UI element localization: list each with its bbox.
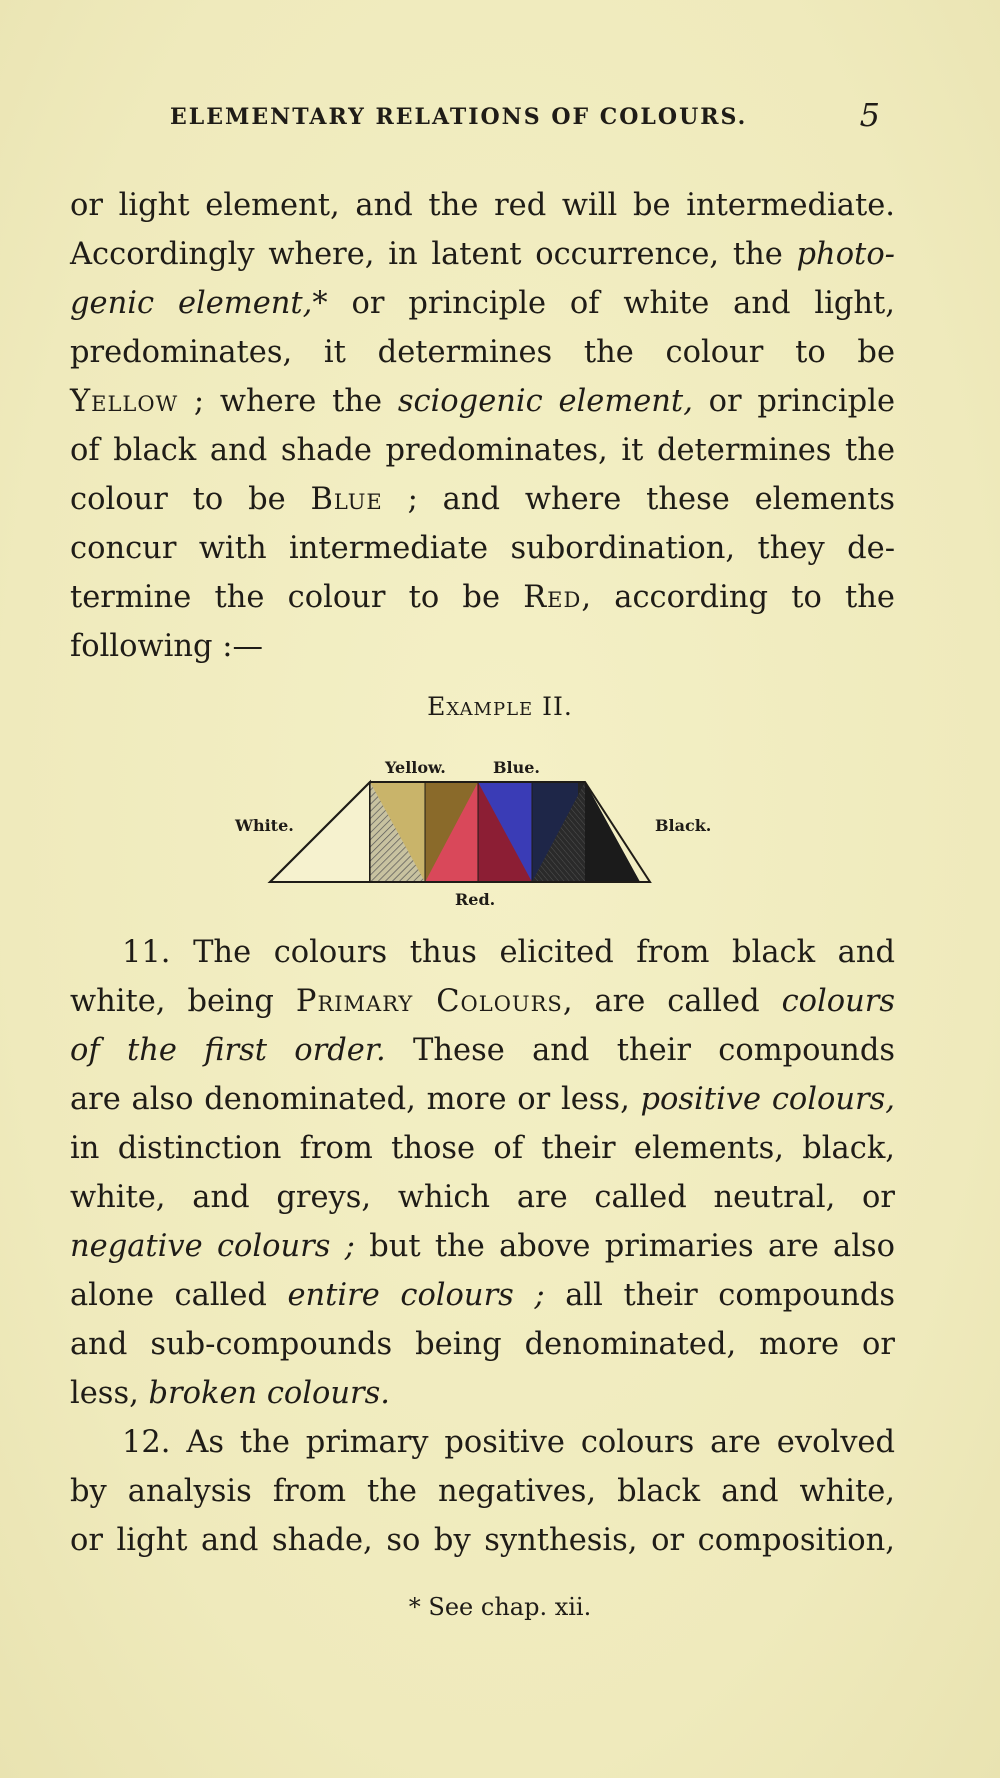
text-line: genic element,* or principle of white and light,	[70, 286, 895, 321]
text-line: are also denominated, more or less, positive colours,	[70, 1082, 895, 1117]
label-white: White.	[235, 816, 294, 835]
text-line: negative colours ; but the above primaries are also	[70, 1229, 895, 1264]
text-line: white, and greys, which are called neutral, or	[70, 1180, 895, 1215]
text-line: colour to be Blue ; and where these elements	[70, 482, 895, 517]
page-header	[70, 96, 880, 140]
label-blue: Blue.	[493, 758, 540, 777]
page-number: 5	[859, 96, 880, 134]
text-line: in distinction from those of their elements, black,	[70, 1131, 895, 1166]
text-line: by analysis from the negatives, black and white,	[70, 1474, 895, 1509]
running-title: ELEMENTARY RELATIONS OF COLOURS.	[170, 104, 748, 130]
text-line: 11. The colours thus elicited from black and	[122, 935, 895, 970]
colour-diagram	[210, 752, 730, 912]
label-yellow: Yellow.	[385, 758, 446, 777]
text-line: Accordingly where, in latent occurrence, the photo-	[70, 237, 895, 272]
text-line: white, being Primary Colours, are called colours	[70, 984, 895, 1019]
text-line: concur with intermediate subordination, they de-	[70, 531, 895, 566]
text-line: or light and shade, so by synthesis, or composition,	[70, 1523, 895, 1558]
footnote: * See chap. xii.	[408, 1593, 592, 1621]
text-line: 12. As the primary positive colours are evolved	[122, 1425, 895, 1460]
text-line: or light element, and the red will be intermediate.	[70, 188, 895, 223]
text-line: predominates, it determines the colour to be	[70, 335, 895, 370]
text-line: Yellow ; where the sciogenic element, or principle	[70, 384, 895, 419]
text-line: termine the colour to be Red, according to the	[70, 580, 895, 615]
paragraph-2	[70, 928, 895, 1565]
text-line: and sub-compounds being denominated, more or	[70, 1327, 895, 1362]
paragraph-1	[70, 181, 895, 671]
text-line: of black and shade predominates, it determines the	[70, 433, 895, 468]
black-triangle	[585, 782, 640, 882]
label-black: Black.	[655, 816, 712, 835]
text-line: alone called entire colours ; all their compounds	[70, 1278, 896, 1313]
text-line: less, broken colours.	[70, 1376, 390, 1411]
text-line: of the first order. These and their compounds	[70, 1033, 895, 1068]
text-line: following :—	[70, 629, 264, 664]
example-title: Example II.	[427, 692, 573, 721]
label-red: Red.	[455, 890, 496, 909]
